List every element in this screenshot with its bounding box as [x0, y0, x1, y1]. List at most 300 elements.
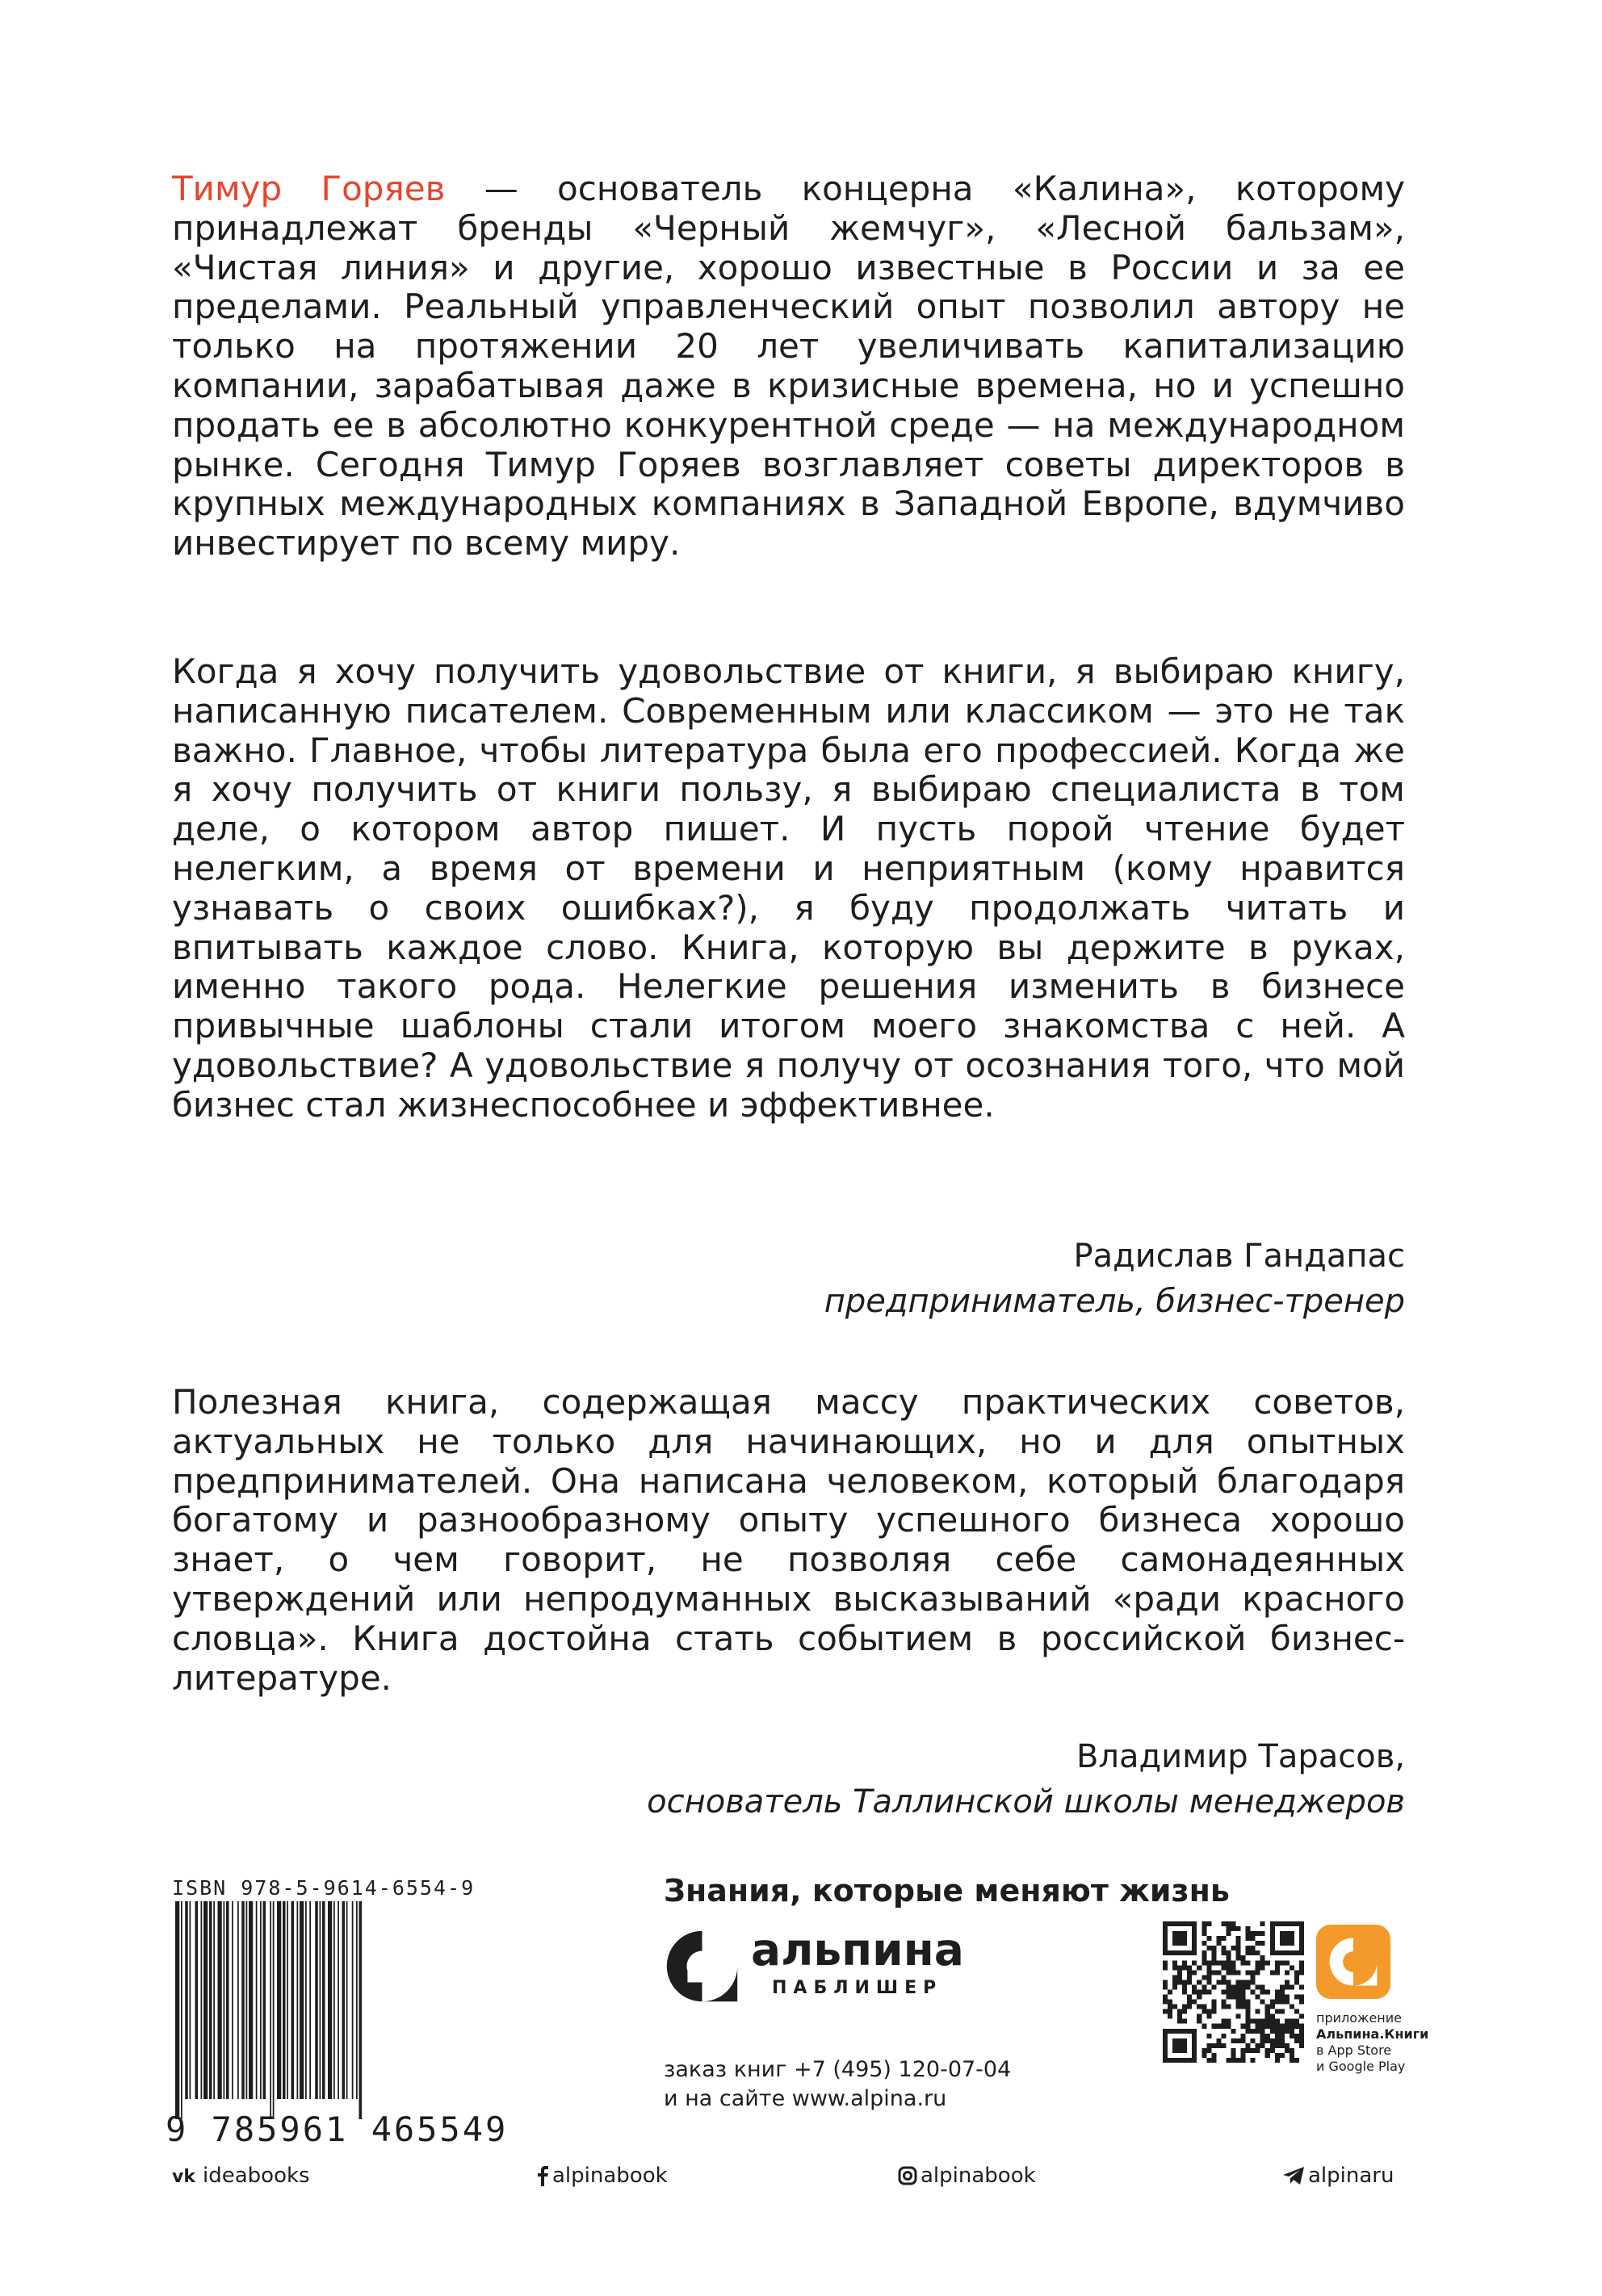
barcode-bar — [260, 1901, 262, 2099]
qr-cell — [1270, 1921, 1275, 1955]
qr-cell — [1285, 1984, 1290, 1989]
qr-cell — [1192, 1984, 1197, 1989]
qr-cell — [1163, 2029, 1197, 2034]
qr-cell — [1172, 2038, 1187, 2053]
qr-cell — [1177, 1965, 1182, 1970]
qr-cell — [1226, 1926, 1231, 1931]
qr-cell — [1246, 2048, 1251, 2053]
barcode-bar — [297, 1901, 299, 2099]
app-icon[interactable] — [1316, 1925, 1390, 1999]
qr-cell — [1280, 1960, 1285, 1965]
qr-cell — [1275, 2024, 1280, 2029]
qr-cell — [1260, 2019, 1265, 2024]
qr-cell — [1280, 2024, 1285, 2029]
qr-cell — [1251, 2048, 1256, 2053]
barcode-bar — [291, 1901, 295, 2099]
qr-cell — [1168, 1989, 1172, 1994]
qr-cell — [1260, 1989, 1265, 1994]
qr-cell — [1275, 1989, 1280, 1994]
qr-cell — [1163, 2000, 1168, 2005]
qr-cell — [1265, 1960, 1270, 1965]
qr-cell — [1290, 1965, 1294, 1970]
qr-cell — [1216, 1941, 1221, 1946]
qr-cell — [1294, 2024, 1299, 2029]
qr-cell — [1285, 1980, 1290, 1984]
qr-cell — [1211, 1984, 1216, 1989]
qr-cell — [1168, 2014, 1172, 2019]
qr-cell — [1280, 2038, 1285, 2043]
qr-cell — [1256, 1984, 1260, 1989]
qr-cell — [1231, 2048, 1235, 2053]
qr-cell — [1187, 1975, 1192, 1980]
qr-cell — [1236, 1926, 1241, 1931]
qr-cell — [1246, 1980, 1251, 1984]
qr-cell — [1285, 2048, 1290, 2053]
qr-cell — [1172, 1965, 1177, 1970]
qr-cell — [1285, 1960, 1290, 1965]
qr-cell — [1256, 2043, 1260, 2048]
barcode-bar — [352, 1901, 354, 2099]
publisher-tagline: Знания, которые меняют жизнь — [664, 1873, 1230, 1908]
qr-cell — [1182, 1965, 1187, 1970]
qr-cell — [1280, 1931, 1294, 1946]
qr-cell — [1182, 1980, 1187, 1984]
qr-cell — [1172, 1980, 1177, 1984]
qr-cell — [1270, 2029, 1275, 2034]
qr-cell — [1260, 1941, 1265, 1946]
qr-cell — [1202, 2009, 1206, 2014]
qr-cell — [1202, 1960, 1206, 1965]
qr-cell — [1226, 1970, 1231, 1975]
review-1-text: Когда я хочу получить удовольствие от книги, я выбираю книгу, написанную писателем. Современным или классиком — это не так важно. Главное, чтобы литература была его профессией. Когда же я хочу получить от книги пользу, я выбираю специалиста в том деле, о котором автор пишет. И пусть порой чтение будет нелегким, а время от времени и неприятным (кому нравится узнавать о своих ошибках?), я буду продолжать читать и впитывать каждое слово. Книга, которую вы держите в руках, именно такого рода. Нелегкие решения изменить в бизнесе привычные шаблоны стали итогом моего знакомства с ней. А удовольствие? А удовольствие я получу от осознания того, что мой бизнес стал жизнеспособнее и эффективнее. — [172, 652, 1405, 1125]
order-site: и на сайте www.alpina.ru — [664, 2086, 947, 2111]
qr-cell — [1260, 2024, 1265, 2029]
qr-cell — [1256, 2029, 1260, 2034]
qr-cell — [1299, 2034, 1304, 2038]
qr-cell — [1294, 1970, 1299, 1975]
qr-cell — [1256, 2024, 1260, 2029]
qr-cell — [1197, 1995, 1202, 2000]
qr-cell — [1226, 2019, 1231, 2024]
social-telegram-handle: alpinaru — [1308, 2164, 1394, 2188]
barcode-bar — [322, 1901, 325, 2099]
qr-cell — [1260, 2038, 1265, 2043]
qr-cell — [1231, 2038, 1235, 2043]
qr-cell — [1182, 1984, 1187, 1989]
review-1-signature — [824, 1234, 1405, 1324]
qr-cell — [1241, 1960, 1246, 1965]
qr-cell — [1256, 2019, 1260, 2024]
qr-cell — [1241, 2058, 1246, 2063]
qr-cell — [1197, 2019, 1202, 2024]
qr-cell — [1290, 2005, 1294, 2009]
qr-cell — [1202, 1921, 1206, 1926]
qr-cell — [1251, 1989, 1256, 1994]
qr-cell — [1236, 1980, 1241, 1984]
qr-cell — [1187, 2000, 1192, 2005]
qr-cell — [1251, 2029, 1256, 2034]
qr-cell — [1275, 2043, 1280, 2048]
qr-cell — [1270, 1970, 1275, 1975]
qr-cell — [1231, 1960, 1235, 1965]
review-2-signature — [647, 1734, 1405, 1825]
qr-cell — [1202, 1975, 1206, 1980]
qr-cell — [1285, 2019, 1290, 2024]
qr-cell — [1265, 2005, 1270, 2009]
qr-cell — [1216, 1936, 1221, 1941]
qr-cell — [1211, 1950, 1216, 1955]
social-facebook-handle: alpinabook — [552, 2164, 668, 2188]
review-1-author: Радислав Гандапас — [1073, 1238, 1405, 1275]
qr-cell — [1256, 2009, 1260, 2014]
qr-cell — [1290, 2053, 1294, 2058]
qr-cell — [1275, 2019, 1280, 2024]
qr-cell — [1265, 2053, 1270, 2058]
qr-cell — [1241, 1980, 1246, 1984]
barcode-bar — [338, 1901, 339, 2099]
qr-cell — [1260, 2034, 1265, 2038]
qr-cell — [1221, 1921, 1226, 1926]
barcode-bar — [201, 1901, 203, 2099]
qr-cell — [1294, 2009, 1299, 2014]
barcode-bar — [346, 1901, 348, 2099]
qr-cell — [1163, 1921, 1168, 1955]
barcode-bar — [283, 1901, 286, 2099]
bio-text: — основатель концерна «Калина», которому принадлежат бренды «Черный жемчуг», «Лесной бальзам», «Чистая линия» и другие, хорошо известные в России и за ее пределами. Реальный управленческий опыт позволил автору не только на протяжении 20 лет увеличивать капитализацию компании, зарабатывая даже в кризисные времена, но и успешно продать ее в абсолютно конкурентной среде — на международном рынке. Сегодня Тимур Горяев возглавляет советы директоров в крупных международных компаниях в Западной Европе, вдумчиво инвестирует по всему миру. — [172, 169, 1405, 564]
qr-cell — [1182, 2005, 1187, 2009]
qr-cell — [1285, 1995, 1290, 2000]
qr-cell — [1206, 1980, 1211, 1984]
qr-cell — [1256, 2048, 1260, 2053]
qr-cell — [1172, 2005, 1177, 2009]
qr-cell — [1246, 1926, 1251, 1931]
qr-cell — [1231, 1926, 1235, 1931]
qr-cell — [1221, 1950, 1226, 1955]
qr-cell — [1206, 2048, 1211, 2053]
qr-cell — [1275, 2034, 1280, 2038]
qr-cell — [1163, 1960, 1168, 1965]
qr-cell — [1182, 1989, 1187, 1994]
qr-cell — [1294, 2058, 1299, 2063]
qr-cell — [1251, 1980, 1256, 1984]
qr-cell — [1202, 2024, 1206, 2029]
barcode-bar — [256, 1901, 258, 2099]
order-phone: заказ книг +7 (495) 120-07-04 — [664, 2057, 1012, 2082]
qr-cell — [1256, 1995, 1260, 2000]
qr-cell — [1231, 2058, 1235, 2063]
qr-cell — [1241, 1955, 1246, 1960]
qr-cell — [1275, 2053, 1280, 2058]
qr-cell — [1265, 2038, 1270, 2043]
qr-cell — [1299, 2000, 1304, 2005]
author-name: Тимур Горяев — [172, 169, 446, 208]
qr-cell — [1202, 1950, 1206, 1955]
qr-cell — [1294, 1975, 1299, 1980]
qr-cell — [1192, 1960, 1197, 1965]
qr-cell — [1246, 2000, 1251, 2005]
qr-cell — [1202, 2048, 1206, 2053]
qr-cell — [1275, 2058, 1280, 2063]
qr-cell — [1226, 1965, 1231, 1970]
qr-cell — [1251, 1975, 1256, 1980]
barcode-digits: 9 785961 465549 — [166, 2110, 509, 2149]
qr-cell — [1285, 1970, 1290, 1975]
barcode-bar — [237, 1901, 239, 2099]
barcode-bar — [249, 1901, 253, 2099]
qr-cell — [1221, 1960, 1226, 1965]
qr-cell — [1177, 2014, 1182, 2019]
qr-cell — [1265, 2024, 1270, 2029]
qr-cell — [1202, 1955, 1206, 1960]
social-telegram[interactable] — [1282, 2164, 1394, 2188]
barcode-bar — [209, 1901, 212, 2099]
qr-cell — [1290, 2058, 1294, 2063]
qr-cell — [1265, 2048, 1270, 2053]
author-bio — [172, 170, 1405, 564]
qr-cell — [1182, 2009, 1187, 2014]
qr-cell — [1221, 2024, 1226, 2029]
qr-cell — [1221, 2034, 1226, 2038]
facebook-icon — [536, 2165, 549, 2186]
qr-cell — [1275, 1960, 1280, 1965]
qr-cell — [1299, 1960, 1304, 1965]
qr-cell — [1192, 1921, 1197, 1955]
barcode-bar — [356, 1901, 358, 2099]
qr-cell — [1236, 2000, 1241, 2005]
qr-cell — [1275, 2038, 1280, 2043]
qr-cell — [1285, 2043, 1290, 2048]
qr-cell — [1256, 1960, 1260, 1965]
qr-cell — [1206, 2014, 1211, 2019]
qr-cell — [1290, 2034, 1294, 2038]
qr-cell — [1163, 2029, 1168, 2063]
qr-cell — [1163, 2009, 1168, 2014]
qr-cell — [1211, 2009, 1216, 2014]
qr-cell — [1299, 2043, 1304, 2048]
qr-cell — [1299, 1965, 1304, 1970]
qr-cell — [1246, 2043, 1251, 2048]
qr-cell — [1270, 2014, 1275, 2019]
barcode-bar — [232, 1901, 233, 2099]
qr-cell — [1211, 1970, 1216, 1975]
isbn-label: ISBN 978-5-9614-6554-9 — [172, 1876, 476, 1900]
telegram-icon — [1282, 2166, 1305, 2185]
qr-cell — [1163, 2058, 1197, 2063]
qr-cell — [1226, 2058, 1231, 2063]
qr-cell — [1251, 1946, 1256, 1950]
qr-cell — [1221, 1946, 1226, 1950]
qr-cell — [1260, 2029, 1265, 2034]
qr-cell — [1231, 2053, 1235, 2058]
qr-cell — [1251, 1950, 1256, 1955]
qr-cell — [1285, 2024, 1290, 2029]
qr-cell — [1187, 1995, 1192, 2000]
qr-cell — [1221, 1936, 1226, 1941]
barcode-bar — [224, 1901, 225, 2099]
qr-cell — [1221, 1965, 1226, 1970]
qr-cell — [1270, 2000, 1275, 2005]
barcode — [172, 1901, 511, 2119]
qr-cell — [1231, 1989, 1235, 1994]
qr-cell — [1280, 1989, 1285, 1994]
qr-cell — [1236, 1946, 1241, 1950]
qr-cell — [1256, 1965, 1260, 1970]
qr-cell — [1206, 1921, 1211, 1926]
qr-cell — [1280, 1995, 1285, 2000]
qr-cell — [1202, 1931, 1206, 1936]
qr-cell — [1236, 2038, 1241, 2043]
qr-cell — [1270, 2038, 1275, 2043]
qr-cell — [1260, 1984, 1265, 1989]
qr-cell — [1280, 2034, 1285, 2038]
qr-cell — [1290, 2048, 1294, 2053]
barcode-bar — [333, 1901, 335, 2099]
qr-cell — [1211, 1946, 1216, 1950]
qr-cell — [1211, 2005, 1216, 2009]
social-facebook[interactable] — [536, 2164, 668, 2188]
qr-cell — [1168, 2000, 1172, 2005]
qr-cell — [1226, 1960, 1231, 1965]
barcode-bar — [190, 1901, 191, 2099]
qr-cell — [1202, 2053, 1206, 2058]
qr-cell — [1265, 2019, 1270, 2024]
qr-cell — [1246, 1950, 1251, 1955]
qr-cell — [1246, 2005, 1251, 2009]
qr-cell — [1265, 2009, 1270, 2014]
qr-cell — [1241, 2038, 1246, 2043]
qr-cell — [1177, 2009, 1182, 2014]
qr-cell — [1256, 1941, 1260, 1946]
review-2 — [172, 1383, 1405, 1698]
qr-cell — [1221, 1980, 1226, 1984]
qr-cell — [1294, 1995, 1299, 2000]
qr-cell — [1172, 1984, 1177, 1989]
qr-cell — [1275, 1965, 1280, 1970]
qr-cell — [1231, 1970, 1235, 1975]
svg-text:vk: vk — [172, 2167, 195, 2185]
qr-cell — [1192, 1989, 1197, 1994]
qr-cell — [1197, 1980, 1202, 1984]
qr-cell — [1246, 1936, 1251, 1941]
qr-cell — [1163, 1950, 1197, 1955]
barcode-bar — [342, 1901, 346, 2099]
social-vk[interactable] — [172, 2164, 310, 2188]
qr-cell — [1168, 2005, 1172, 2009]
qr-cell — [1231, 2029, 1235, 2034]
qr-cell — [1168, 2009, 1172, 2014]
qr-cell — [1294, 2038, 1299, 2043]
qr-cell — [1246, 1931, 1251, 1936]
qr-code-icon[interactable] — [1163, 1921, 1304, 2063]
qr-cell — [1275, 1970, 1280, 1975]
app-caption-line-2: Альпина.Книги — [1316, 2026, 1429, 2042]
barcode-bar — [203, 1901, 208, 2099]
qr-cell — [1226, 1921, 1231, 1926]
qr-cell — [1236, 1989, 1241, 1994]
qr-cell — [1299, 1970, 1304, 1975]
qr-cell — [1226, 2005, 1231, 2009]
qr-cell — [1163, 1965, 1168, 1970]
qr-cell — [1163, 1921, 1197, 1926]
qr-cell — [1280, 1984, 1285, 1989]
qr-cell — [1270, 2019, 1275, 2024]
qr-cell — [1236, 1970, 1241, 1975]
barcode-bar — [287, 1901, 288, 2099]
qr-cell — [1236, 1941, 1241, 1946]
barcode-bar — [263, 1901, 266, 2099]
qr-cell — [1163, 1995, 1168, 2000]
qr-cell — [1177, 1975, 1182, 1980]
qr-cell — [1226, 2024, 1231, 2029]
qr-cell — [1182, 1960, 1187, 1965]
qr-cell — [1206, 1965, 1211, 1970]
qr-cell — [1187, 2005, 1192, 2009]
barcode-bar — [277, 1901, 281, 2099]
qr-cell — [1290, 2029, 1294, 2034]
qr-cell — [1299, 2024, 1304, 2029]
qr-cell — [1206, 1946, 1211, 1950]
qr-cell — [1211, 2043, 1216, 2048]
qr-cell — [1294, 1980, 1299, 1984]
qr-cell — [1231, 1965, 1235, 1970]
qr-cell — [1251, 2058, 1256, 2063]
qr-cell — [1211, 2024, 1216, 2029]
qr-cell — [1192, 2000, 1197, 2005]
qr-cell — [1221, 1975, 1226, 1980]
qr-cell — [1251, 1936, 1256, 1941]
qr-cell — [1202, 1941, 1206, 1946]
qr-cell — [1236, 1950, 1241, 1955]
barcode-bar — [213, 1901, 215, 2099]
qr-cell — [1221, 2005, 1226, 2009]
social-instagram[interactable] — [898, 2164, 1036, 2188]
qr-cell — [1270, 1921, 1304, 1926]
review-2-role: основатель Таллинской школы менеджеров — [647, 1783, 1405, 1820]
qr-cell — [1236, 1995, 1241, 2000]
app-caption-line-1: приложение — [1316, 2010, 1402, 2026]
qr-cell — [1246, 2019, 1251, 2024]
qr-cell — [1280, 2029, 1285, 2034]
qr-cell — [1241, 2034, 1246, 2038]
qr-cell — [1216, 2038, 1221, 2043]
qr-cell — [1236, 2014, 1241, 2019]
qr-cell — [1241, 2053, 1246, 2058]
qr-cell — [1236, 2005, 1241, 2009]
qr-cell — [1265, 2034, 1270, 2038]
qr-cell — [1299, 2038, 1304, 2043]
qr-cell — [1246, 1970, 1251, 1975]
qr-cell — [1251, 1970, 1256, 1975]
barcode-bar — [185, 1901, 188, 2099]
qr-cell — [1270, 2005, 1275, 2009]
qr-cell — [1275, 2009, 1280, 2014]
qr-cell — [1246, 2024, 1251, 2029]
qr-cell — [1241, 1989, 1246, 1994]
bio-paragraph — [172, 170, 1405, 564]
qr-cell — [1216, 2043, 1221, 2048]
qr-cell — [1299, 2029, 1304, 2034]
barcode-bar — [300, 1901, 304, 2099]
qr-cell — [1270, 1950, 1304, 1955]
qr-cell — [1206, 2043, 1211, 2048]
barcode-bar — [181, 1901, 182, 2119]
qr-cell — [1216, 1960, 1221, 1965]
qr-cell — [1270, 2048, 1275, 2053]
barcode-bar — [315, 1901, 318, 2099]
qr-cell — [1172, 1975, 1177, 1980]
qr-cell — [1231, 1984, 1235, 1989]
qr-cell — [1211, 2000, 1216, 2005]
